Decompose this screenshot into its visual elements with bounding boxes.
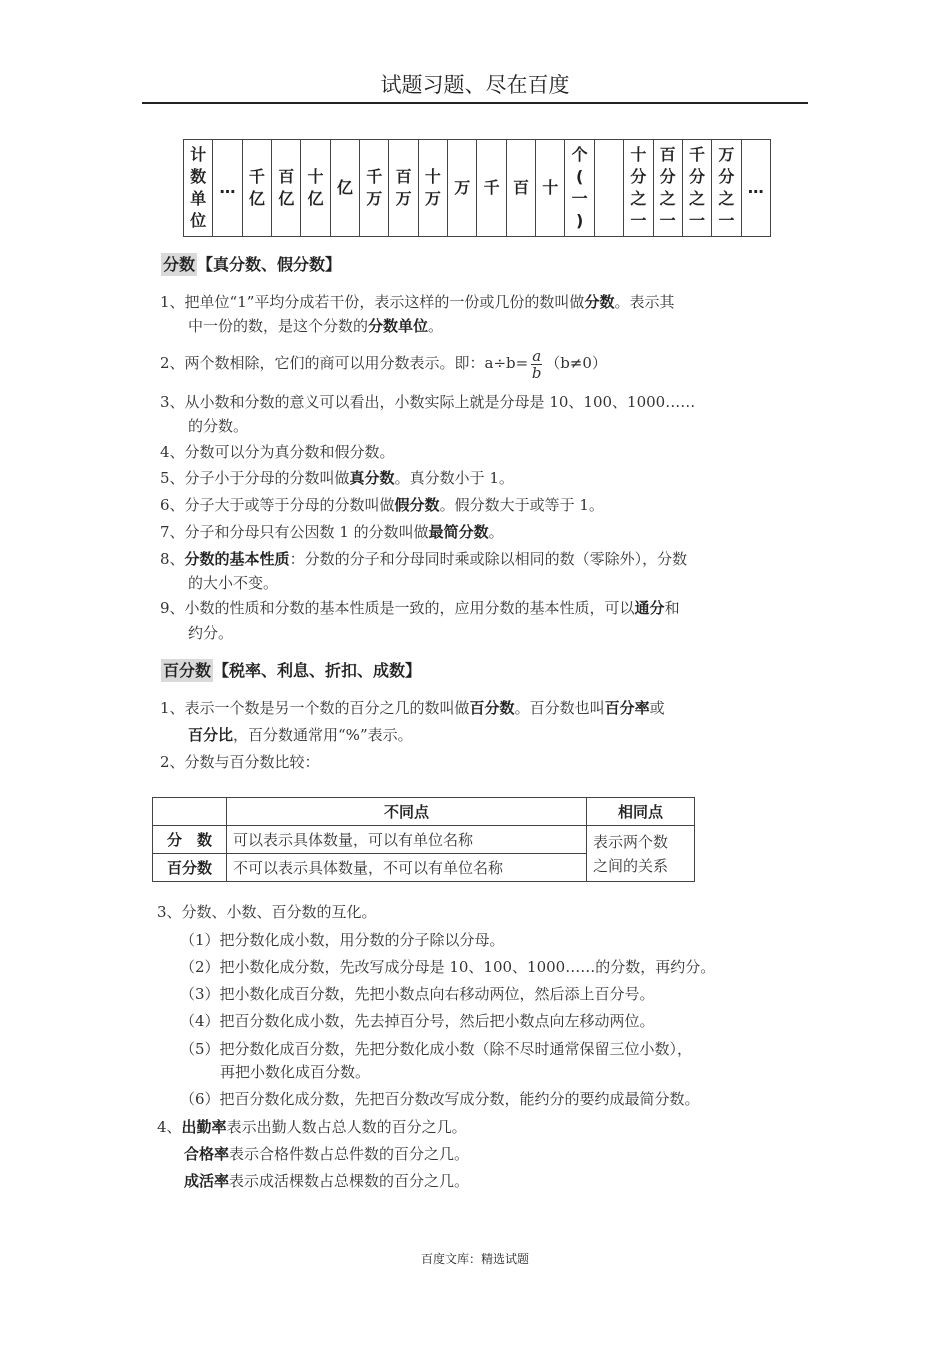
place-value-cell — [184, 140, 213, 237]
diff-fraction: 可以表示具体数量，可以有单位名称 — [227, 826, 587, 854]
place-value-char: 百 — [512, 178, 529, 197]
place-value-char: 十 — [307, 167, 324, 186]
place-value-char: 一 — [659, 211, 676, 230]
text-run: 4、分数可以分为真分数和假分数。 — [160, 443, 395, 461]
text-line — [160, 493, 604, 517]
conversion-step: （6）把百分数化成分数，先把百分数改写成分数，能约分的要约成最简分数。 — [180, 1090, 700, 1108]
place-value-cell — [712, 140, 741, 237]
rate-text: 表示出勤人数占总人数的百分之几。 — [226, 1118, 467, 1136]
text-run: 8、 — [160, 550, 185, 568]
place-value-char: 单 — [190, 189, 207, 208]
place-value-char: 百 — [395, 167, 412, 186]
conversion-step: （3）把小数化成百分数，先把小数点向右移动两位，然后添上百分号。 — [180, 985, 655, 1003]
conversion-step: （5）把分数化成百分数，先把分数化成小数（除不尽时通常保留三位小数）， — [180, 1040, 693, 1058]
bold-term: 分数 — [584, 293, 615, 311]
conversion-step: 再把小数化成百分数。 — [220, 1063, 371, 1081]
place-value-char: 万 — [718, 145, 735, 164]
place-value-cell — [536, 140, 565, 237]
place-value-char: 一 — [689, 211, 706, 230]
text-run: ：分数的分子和分母同时乘或除以相同的数（零除外），分数 — [289, 550, 688, 568]
place-value-char: 十 — [542, 178, 559, 197]
place-value-char: 分 — [659, 167, 676, 186]
place-value-row — [184, 140, 771, 237]
text-line — [160, 696, 665, 720]
text-line — [160, 290, 674, 314]
place-value-char: … — [219, 178, 236, 197]
percent-section-title: 【税率、利息、折扣、成数】 — [213, 661, 422, 680]
diff-header: 不同点 — [227, 798, 587, 826]
same-line-1: 表示两个数 — [593, 832, 669, 851]
rate-definition — [184, 1142, 469, 1166]
place-value-char: 亿 — [336, 178, 353, 197]
text-run: 中一份的数，是这个分数的 — [188, 317, 369, 335]
text-line — [160, 390, 695, 414]
text-line — [188, 723, 413, 747]
place-value-cell — [594, 140, 623, 237]
place-value-cell — [741, 140, 770, 237]
text-line — [188, 414, 248, 438]
place-value-cell — [301, 140, 330, 237]
place-value-cell — [624, 140, 653, 237]
place-value-char: 一 — [571, 189, 588, 208]
fraction-section-heading — [161, 252, 341, 275]
rate-term: 出勤率 — [181, 1118, 227, 1136]
place-value-char: … — [747, 178, 764, 197]
place-value-char: 十 — [630, 145, 647, 164]
place-value-cell — [389, 140, 418, 237]
text-run: 。百分数也叫 — [514, 699, 605, 717]
place-value-cell — [360, 140, 389, 237]
text-line — [160, 520, 504, 544]
place-value-char: 千 — [366, 167, 383, 186]
place-value-char: 万 — [366, 189, 383, 208]
text-run: 9、小数的性质和分数的基本性质是一致的，应用分数的基本性质，可以 — [160, 599, 635, 617]
comparison-corner-cell — [153, 798, 227, 826]
fraction-section-tag: 分数 — [163, 255, 196, 274]
text-run: 约分 — [188, 624, 219, 642]
rate-text: 表示成活棵数占总棵数的百分之几。 — [229, 1172, 470, 1190]
place-value-char: 亿 — [307, 189, 324, 208]
row-label-percent: 百分数 — [153, 854, 227, 882]
text-run: 2、分数与百分数比较： — [160, 753, 320, 771]
place-value-cell — [418, 140, 447, 237]
place-value-char: 千 — [248, 167, 265, 186]
place-value-char: 之 — [689, 189, 706, 208]
place-value-cell — [477, 140, 506, 237]
place-value-char: 十 — [424, 167, 441, 186]
rate-definition — [184, 1169, 469, 1193]
text-run: 。 — [488, 523, 504, 541]
text-run: 5、分子小于分母的分数叫做 — [160, 469, 350, 487]
place-value-char: 之 — [659, 189, 676, 208]
place-value-cell — [682, 140, 711, 237]
place-value-char: ( — [575, 167, 584, 186]
fraction-numerator: a — [532, 346, 542, 365]
place-value-char: 之 — [718, 189, 735, 208]
conversion-title: 3、分数、小数、百分数的互化。 — [157, 903, 377, 921]
place-value-char: 位 — [190, 211, 207, 230]
text-line — [188, 314, 443, 338]
formula-after: （b≠0） — [545, 354, 607, 372]
text-line — [188, 621, 233, 645]
place-value-char: 万 — [454, 178, 471, 197]
rate-term: 合格率 — [184, 1145, 230, 1163]
bold-term: 百分数 — [469, 699, 515, 717]
bold-term: 分数单位 — [368, 317, 429, 335]
text-run: 。 — [218, 624, 234, 642]
text-run: 。真分数小于 1。 — [394, 469, 514, 487]
same-line-2: 之间的关系 — [593, 856, 669, 875]
text-line — [160, 596, 680, 620]
place-value-cell — [242, 140, 271, 237]
comparison-header-row — [153, 798, 695, 826]
row-label-fraction: 分 数 — [153, 826, 227, 854]
bold-term: 通分 — [634, 599, 665, 617]
place-value-cell — [272, 140, 301, 237]
page-header: 试题习题、尽在百度 — [142, 68, 808, 104]
comparison-table — [152, 797, 695, 882]
conversion-step: （4）把百分数化成小数，先去掉百分号，然后把小数点向左移动两位。 — [180, 1012, 655, 1030]
fraction-expression — [531, 348, 542, 381]
rate-prefix: 4、 — [157, 1118, 182, 1136]
bold-term: 真分数 — [349, 469, 395, 487]
place-value-char: 千 — [483, 178, 500, 197]
place-value-char: 百 — [659, 145, 676, 164]
place-value-char: 一 — [718, 211, 735, 230]
place-value-char: ) — [575, 211, 584, 230]
bold-term: 最简分数 — [428, 523, 489, 541]
bold-term: 假分数 — [394, 496, 440, 514]
place-value-cell — [506, 140, 535, 237]
text-run: 的分数。 — [188, 417, 249, 435]
text-run: 。表示其 — [614, 293, 675, 311]
text-run: 。假分数大于或等于 1。 — [439, 496, 604, 514]
text-line — [160, 547, 687, 571]
comparison-row-fraction — [153, 826, 695, 854]
place-value-char: 分 — [689, 167, 706, 186]
place-value-char: 万 — [395, 189, 412, 208]
place-value-char: 数 — [190, 167, 207, 186]
conversion-step: （2）把小数化成分数，先改写成分母是 10、100、1000……的分数，再约分。 — [180, 958, 716, 976]
bold-term: 百分比 — [188, 726, 234, 744]
text-line — [188, 571, 278, 595]
place-value-char: 亿 — [278, 189, 295, 208]
bold-term: 百分率 — [604, 699, 650, 717]
text-line — [160, 466, 514, 490]
place-value-char: 计 — [190, 145, 207, 164]
division-formula — [160, 346, 607, 381]
conversion-step: （1）把分数化成小数，用分数的分子除以分母。 — [180, 931, 505, 949]
same-header: 相同点 — [587, 798, 695, 826]
place-value-table — [183, 139, 771, 237]
place-value-cell — [330, 140, 359, 237]
text-run: 3、从小数和分数的意义可以看出，小数实际上就是分母是 10、100、1000…… — [160, 393, 696, 411]
fraction-section-title: 【真分数、假分数】 — [197, 255, 342, 274]
percent-section-tag: 百分数 — [163, 661, 212, 680]
place-value-cell — [565, 140, 594, 237]
fraction-denominator: b — [531, 363, 542, 382]
text-run: 。 — [428, 317, 444, 335]
text-run: 7、分子和分母只有公因数 1 的分数叫做 — [160, 523, 429, 541]
text-run: 的大小不变。 — [188, 574, 279, 592]
place-value-char: 个 — [571, 145, 588, 164]
place-value-char: 分 — [718, 167, 735, 186]
same-cell — [587, 826, 695, 882]
text-line — [160, 750, 320, 774]
place-value-cell — [653, 140, 682, 237]
place-value-char: 亿 — [248, 189, 265, 208]
percent-section-heading — [161, 658, 421, 681]
formula-before: 2、两个数相除，它们的商可以用分数表示。即：a÷b= — [160, 354, 529, 372]
place-value-cell — [448, 140, 477, 237]
rate-definition — [157, 1115, 467, 1139]
text-run: ，百分数通常用“%”表示。 — [233, 726, 413, 744]
place-value-char: 分 — [630, 167, 647, 186]
place-value-char: 百 — [278, 167, 295, 186]
place-value-char: 万 — [424, 189, 441, 208]
bold-term: 分数的基本性质 — [184, 550, 290, 568]
rate-term: 成活率 — [184, 1172, 230, 1190]
place-value-char: 一 — [630, 211, 647, 230]
place-value-char: 之 — [630, 189, 647, 208]
text-run: 或 — [649, 699, 665, 717]
text-run: 1、表示一个数是另一个数的百分之几的数叫做 — [160, 699, 470, 717]
text-run: 1、把单位“1”平均分成若干份，表示这样的一份或几份的数叫做 — [160, 293, 585, 311]
text-run: 6、分子大于或等于分母的分数叫做 — [160, 496, 395, 514]
rate-text: 表示合格件数占总件数的百分之几。 — [229, 1145, 470, 1163]
place-value-char: 千 — [689, 145, 706, 164]
diff-percent: 不可以表示具体数量，不可以有单位名称 — [227, 854, 587, 882]
page-footer: 百度文库：精选试题 — [420, 1252, 529, 1266]
text-line — [160, 440, 395, 464]
place-value-cell — [213, 140, 242, 237]
text-run: 和 — [664, 599, 680, 617]
